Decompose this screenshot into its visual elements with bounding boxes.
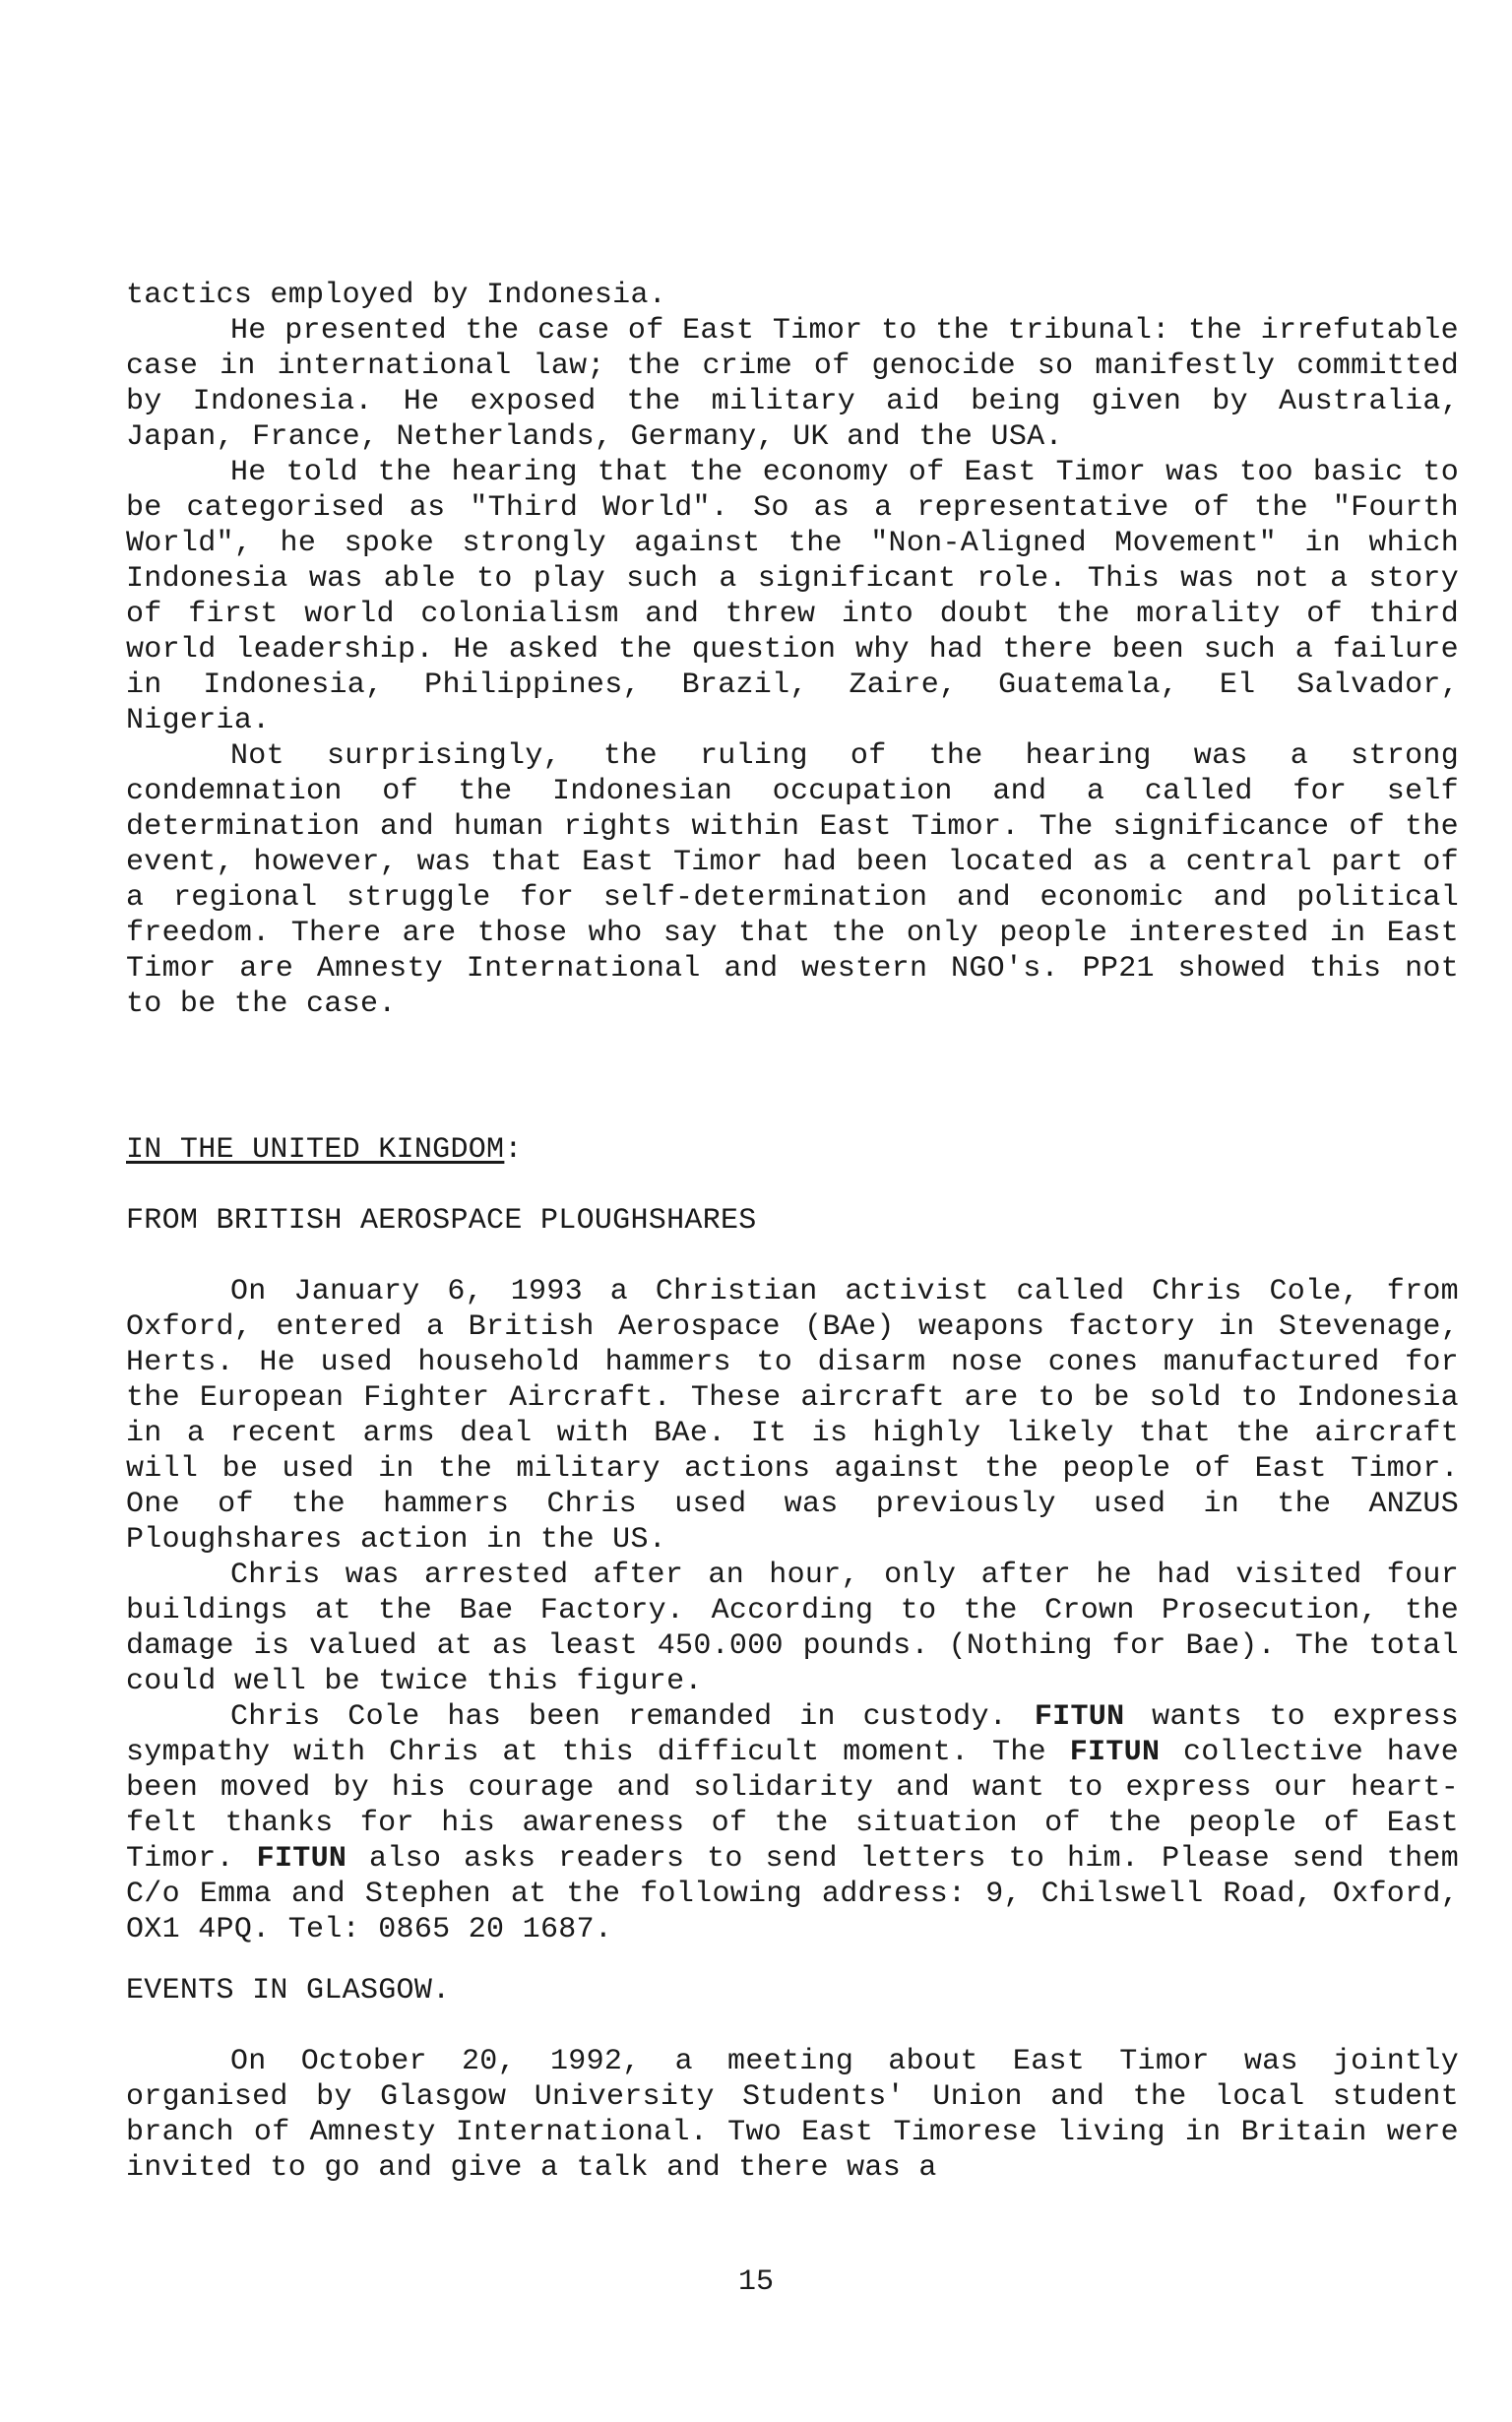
section-glasgow	[126, 2044, 1459, 2186]
paragraph: Chris was arrested after an hour, only after he had visited four buildings at the Bae Factory. According to the Crown Prosecution, the damage is valued at as least 450.000 pounds. (Nothing for Bae). The total could well be twice this figure.	[126, 1559, 1459, 1698]
text-run: Chris Cole has been remanded in custody.	[230, 1700, 1035, 1734]
section-heading-uk	[126, 1132, 523, 1168]
paragraph: Not surprisingly, the ruling of the hearing was a strong condemnation of the Indonesian occupation and a called for self determination and human rights within East Timor. The significance of the event, however, was that East Timor had been located as a central part of a regional struggle for self-determination and economic and political freedom. There are those who say that the only people interested in East Timor are Amnesty International and western NGO's. PP21 showed this not to be the case.	[126, 739, 1459, 1021]
section-east-timor-tribunal	[126, 278, 1459, 1022]
heading-text: IN THE UNITED KINGDOM	[126, 1133, 505, 1167]
paragraph: tactics employed by Indonesia.	[126, 279, 667, 312]
section-heading-glasgow: EVENTS IN GLASGOW.	[126, 1974, 451, 2008]
paragraph	[126, 1699, 1459, 1947]
paragraph: He presented the case of East Timor to the tribunal: the irrefutable case in international law; the crime of genocide so manifestly committed by Indonesia. He exposed the military aid being given by Australia, Japan, France, Netherlands, Germany, UK and the USA.	[126, 314, 1459, 454]
section-ploughshares	[126, 1274, 1459, 1947]
fitun-name: FITUN	[1069, 1736, 1161, 1769]
page-number: 15	[737, 2265, 774, 2299]
fitun-name: FITUN	[256, 1842, 347, 1876]
paragraph: He told the hearing that the economy of East Timor was too basic to be categorised as "Third World". So as a representative of the "Fourth World", he spoke strongly against the "Non-Aligned Movement" in which Indonesia was able to play such a significant role. This was not a story of first world colonialism and threw into doubt the morality of third world leadership. He asked the question why had there been such a failure in Indonesia, Philippines, Brazil, Zaire, Guatemala, El Salvador, Nigeria.	[126, 456, 1459, 737]
paragraph: On January 6, 1993 a Christian activist called Chris Cole, from Oxford, entered a British Aerospace (BAe) weapons factory in Stevenage, Herts. He used household hammers to disarm nose cones manufactured for the European Fighter Aircraft. These aircraft are to be sold to Indonesia in a recent arms deal with BAe. It is highly likely that the aircraft will be used in the military actions against the people of East Timor. One of the hammers Chris used was previously used in the ANZUS Ploughshares action in the US.	[126, 1275, 1459, 1557]
text-run: collective have been moved by his courage and solidarity and want to express our heart-felt thanks for his awareness of the situation of the people of East Timor.	[126, 1736, 1459, 1876]
subheading-british-aerospace: FROM BRITISH AEROSPACE PLOUGHSHARES	[126, 1204, 757, 1238]
fitun-name: FITUN	[1034, 1700, 1125, 1734]
heading-colon: :	[504, 1133, 523, 1167]
text-run: also asks readers to send letters to him. Please send them C/o Emma and Stephen at the following address: 9, Chilswell Road, Oxford, OX1 4PQ. Tel: 0865 20 1687.	[126, 1842, 1460, 1946]
paragraph: On October 20, 1992, a meeting about East Timor was jointly organised by Glasgow University Students' Union and the local student branch of Amnesty International. Two East Timorese living in Britain were invited to go and give a talk and there was a	[126, 2045, 1459, 2185]
text-run: wants to express sympathy with Chris at this difficult moment. The	[126, 1700, 1459, 1769]
